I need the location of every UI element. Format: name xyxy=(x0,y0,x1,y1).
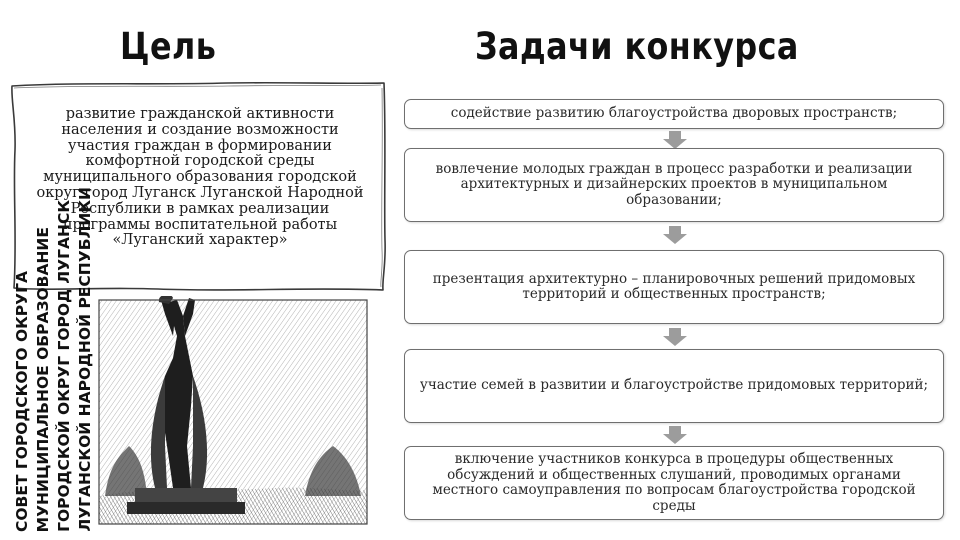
task-item-1: содействие развитию благоустройства дворовых пространств; xyxy=(404,99,944,129)
emblem-text-line-3: ГОРОДСКОЙ ОКРУГ ГОРОД ЛУГАНСК xyxy=(55,200,73,532)
down-arrow-icon xyxy=(663,226,687,244)
emblem-text-line-1: СОВЕТ ГОРОДСКОГО ОКРУГА xyxy=(13,270,31,532)
task-item-2: вовлечение молодых граждан в процесс разработки и реализации архитектурных и дизайнерских проектов в муниципальном образовании; xyxy=(404,148,944,222)
monument-illustration xyxy=(95,296,375,532)
emblem-text-line-2: МУНИЦИПАЛЬНОЕ ОБРАЗОВАНИЕ xyxy=(34,226,52,532)
goal-heading: Цель xyxy=(120,25,217,68)
task-item-3: презентация архитектурно – планировочных решений придомовых территорий и общественных пространств; xyxy=(404,250,944,324)
down-arrow-icon xyxy=(663,131,687,149)
task-item-4: участие семей в развитии и благоустройстве придомовых территорий; xyxy=(404,349,944,423)
emblem-text-line-4: ЛУГАНСКОЙ НАРОДНОЙ РЕСПУБЛИКИ xyxy=(76,187,94,532)
tasks-heading: Задачи конкурса xyxy=(475,25,799,68)
down-arrow-icon xyxy=(663,328,687,346)
down-arrow-icon xyxy=(663,426,687,444)
goal-text: развитие гражданской активности населения и создание возможности участия граждан в формировании комфортной городской среды муниципального образования городской округ город Луганск Луганской Народной Республики в рамках реализации программы воспитательной работы «Луганский характер» xyxy=(36,106,364,249)
task-item-5: включение участников конкурса в процедуры общественных обсуждений и общественных слушаний, проводимых органами местного самоуправления по вопросам благоустройства городской среды xyxy=(404,446,944,520)
